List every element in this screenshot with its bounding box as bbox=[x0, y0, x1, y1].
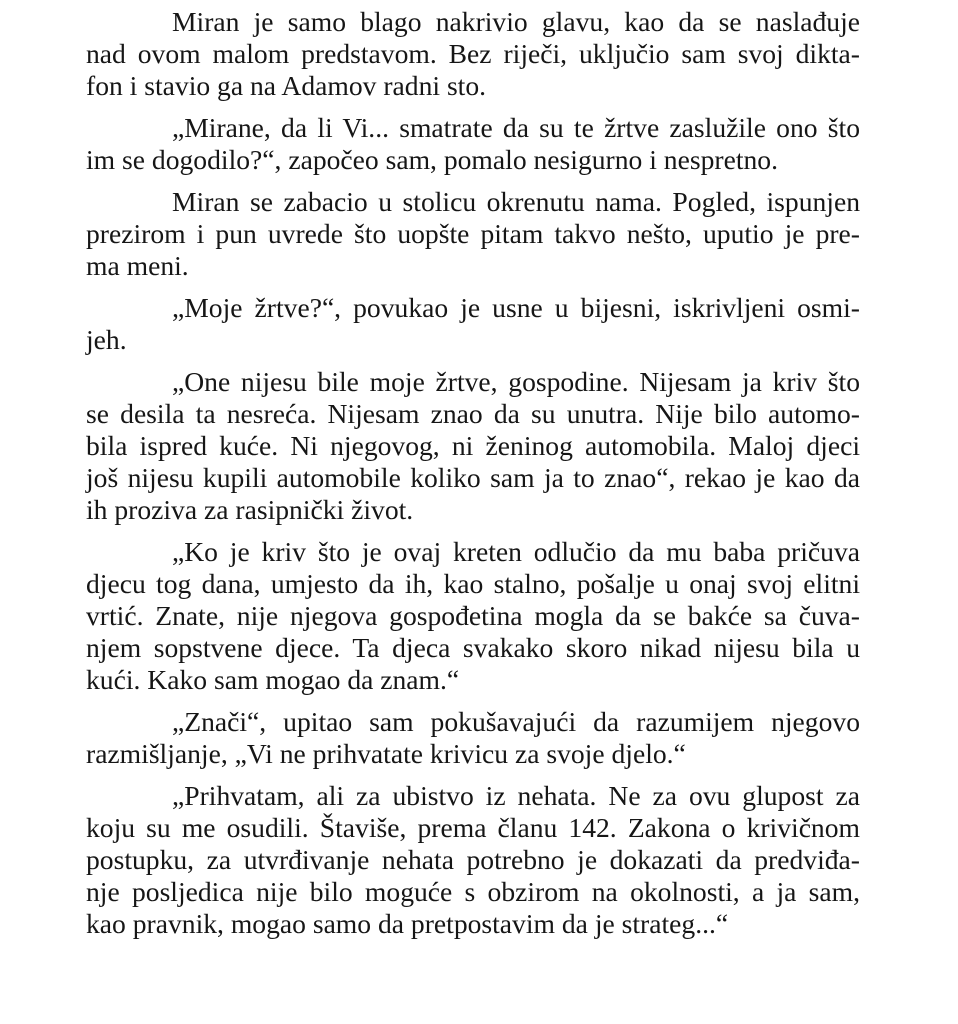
text-line: postupku, za utvrđivanje nehata potrebno je dokazati da predviđa- bbox=[86, 844, 860, 875]
text-line: „Ko je kriv što je ovaj kreten odlučio da mu baba pričuva bbox=[172, 536, 860, 567]
text-line: djecu tog dana, umjesto da ih, kao stalno, pošalje u onaj svoj elitni bbox=[86, 568, 860, 599]
text-line: još nijesu kupili automobile koliko sam ja to znao“, rekao je kao da bbox=[86, 462, 860, 493]
text-line: bila ispred kuće. Ni njegovog, ni ženinog automobila. Maloj djeci bbox=[86, 430, 860, 461]
text-line: kući. Kako sam mogao da znam.“ bbox=[86, 664, 460, 695]
paragraph-4 bbox=[86, 292, 860, 356]
text-line: fon i stavio ga na Adamov radni sto. bbox=[86, 70, 487, 101]
text-line: se desila ta nesreća. Nijesam znao da su unutra. Nije bilo automo- bbox=[86, 398, 860, 429]
text-line: „One nijesu bile moje žrtve, gospodine. Nijesam ja kriv što bbox=[172, 366, 860, 397]
text-line: ih proziva za rasipnički život. bbox=[86, 494, 414, 525]
paragraph-7 bbox=[86, 706, 860, 770]
paragraph-2 bbox=[86, 112, 860, 176]
text-line: Miran je samo blago nakrivio glavu, kao da se naslađuje bbox=[172, 6, 860, 37]
text-line: kao pravnik, mogao samo da pretpostavim da je strateg...“ bbox=[86, 908, 729, 939]
paragraph-5 bbox=[86, 366, 860, 526]
text-line: jeh. bbox=[86, 324, 127, 355]
text-line: njem sopstvene djece. Ta djeca svakako skoro nikad nijesu bila u bbox=[86, 632, 860, 663]
text-line: „Znači“, upitao sam pokušavajući da razumijem njegovo bbox=[172, 706, 860, 737]
book-page bbox=[86, 6, 860, 950]
paragraph-1 bbox=[86, 6, 860, 102]
text-line: prezirom i pun uvrede što uopšte pitam takvo nešto, uputio je pre- bbox=[86, 218, 860, 249]
text-line: Miran se zabacio u stolicu okrenutu nama. Pogled, ispunjen bbox=[172, 186, 860, 217]
text-line: nad ovom malom predstavom. Bez riječi, uključio sam svoj dikta- bbox=[86, 38, 860, 69]
text-line: im se dogodilo?“, započeo sam, pomalo nesigurno i nespretno. bbox=[86, 144, 778, 175]
text-line: „Prihvatam, ali za ubistvo iz nehata. Ne za ovu glupost za bbox=[172, 780, 860, 811]
text-line: „Moje žrtve?“, povukao je usne u bijesni, iskrivljeni osmi- bbox=[172, 292, 860, 323]
text-line: koju su me osudili. Štaviše, prema članu 142. Zakona o krivičnom bbox=[86, 812, 860, 843]
text-line: ma meni. bbox=[86, 250, 189, 281]
text-line: razmišljanje, „Vi ne prihvatate krivicu za svoje djelo.“ bbox=[86, 738, 686, 769]
text-line: „Mirane, da li Vi... smatrate da su te žrtve zaslužile ono što bbox=[172, 112, 860, 143]
text-line: nje posljedica nije bilo moguće s obzirom na okolnosti, a ja sam, bbox=[86, 876, 860, 907]
paragraph-8 bbox=[86, 780, 860, 940]
paragraph-3 bbox=[86, 186, 860, 282]
text-line: vrtić. Znate, nije njegova gospođetina mogla da se bakće sa čuva- bbox=[86, 600, 860, 631]
paragraph-6 bbox=[86, 536, 860, 696]
